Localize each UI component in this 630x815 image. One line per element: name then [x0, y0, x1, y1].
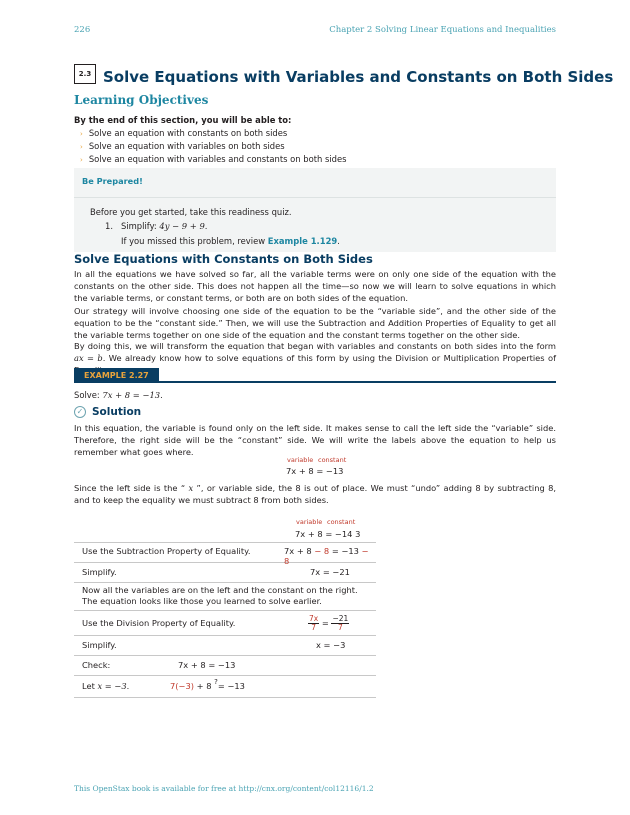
- paragraph: Our strategy will involve choosing one side of the equation to be the “variable side”, and the other side of the equation to be the “constant side.” Then, we will use the Subtraction and Addition Properties of Equality to get all the variable terms together on one side of the equation and the constant terms together on the other side.: [74, 306, 556, 340]
- constant-label: constant: [327, 518, 356, 526]
- subsection-title: Solve Equations with Constants on Both Sides: [74, 252, 373, 266]
- be-prepared-heading: Be Prepared!: [82, 176, 143, 186]
- table-row: Now all the variables are on the left and the constant on the right. The equation looks like those you learned to solve earlier.: [74, 583, 376, 611]
- table-row: Let x = −3. 7(−3) + 8 ?= −13: [74, 676, 376, 698]
- table-row: Simplify. 7x = −21: [74, 563, 376, 583]
- objective-item: › Solve an equation with constants on both sides: [80, 128, 288, 138]
- divider: [74, 197, 556, 198]
- paragraph: By doing this, we will transform the equation that began with variables and constants on both sides into the form ax = b. We already know how to solve equations of this form by using the Division or Multiplication Properties of: [74, 341, 556, 363]
- check-circle-icon: ✓: [74, 406, 86, 418]
- paragraph: Since the left side is the “ x ”, or variable side, the 8 is out of place. We must “undo” adding 8 by subtracting 8, and to keep the equality we must subtract 8 from both sides.: [74, 483, 556, 505]
- example-label: EXAMPLE 2.27: [74, 368, 159, 383]
- learning-objectives-title: Learning Objectives: [74, 93, 209, 107]
- objective-item: › Solve an equation with variables and constants on both sides: [80, 154, 347, 164]
- objective-item: › Solve an equation with variables on both sides: [80, 141, 285, 151]
- paragraph: In all the equations we have solved so far, all the variable terms were on only one side of the equation with the constants on the other side. This does not happen all the time—so now we will learn to solve equations in which the variable terms, or constant terms, or both are on both sides of the equation.: [74, 269, 556, 303]
- table-row: Simplify. x = −3: [74, 636, 376, 656]
- constant-label: constant: [318, 456, 347, 464]
- bullet-icon: ›: [80, 156, 83, 164]
- example-link[interactable]: Example 1.129: [267, 236, 338, 246]
- bullet-icon: ›: [80, 143, 83, 151]
- table-row: Use the Division Property of Equality. $\frac{7x}{7}$ = $\frac{-21}{7}$: [74, 611, 376, 636]
- paragraph: In this equation, the variable is found only on the left side. It makes sense to call the left side the “variable” side. Therefore, the right side will be the “constant” side. We will write the labels above the equation to help us remember what goes where.: [74, 423, 556, 457]
- objectives-intro: By the end of this section, you will be able to:: [74, 115, 292, 125]
- readiness-intro: Before you get started, take this readiness quiz.: [90, 207, 292, 217]
- equation: 7x + 8 = −13: [286, 466, 344, 476]
- quiz-item: 1. Simplify: 4y − 9 + 9.: [105, 221, 208, 231]
- bullet-icon: ›: [80, 130, 83, 138]
- section-number: 2.3: [74, 64, 96, 84]
- variable-label: variable: [296, 518, 323, 526]
- table-row: Use the Subtraction Property of Equality. 7x + 8 − 8 = −13 − 8: [74, 542, 376, 563]
- equation: 7x + 8 = −14 3: [295, 529, 361, 539]
- section-title: Solve Equations with Variables and Constants on Both Sides: [103, 68, 614, 86]
- divider: [74, 542, 376, 543]
- example-problem: Solve: 7x + 8 = −13.: [74, 390, 163, 400]
- chapter-header: Chapter 2 Solving Linear Equations and Inequalities: [329, 25, 556, 35]
- variable-label: variable: [287, 456, 314, 464]
- page-number: 226: [74, 25, 91, 35]
- solution-heading: Solution: [92, 406, 142, 418]
- footer: This OpenStax book is available for free at http://cnx.org/content/col12116/1.2: [74, 784, 374, 793]
- table-row: Check: 7x + 8 = −13: [74, 656, 376, 676]
- review-note: If you missed this problem, review Example 1.129.: [121, 236, 340, 246]
